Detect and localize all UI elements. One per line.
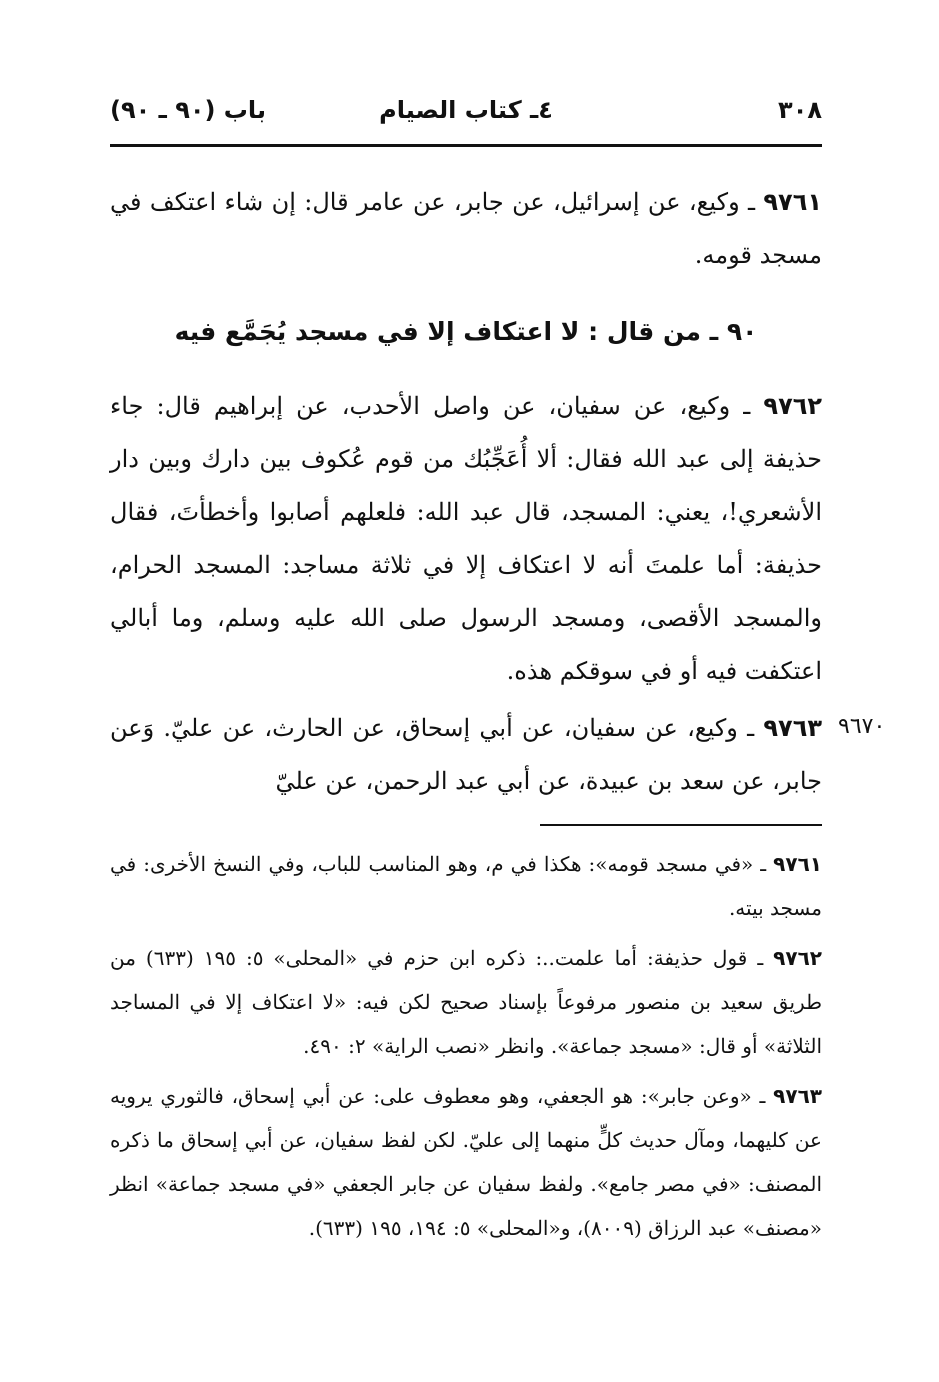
footnote-9761 <box>110 842 822 930</box>
footnote-text: ـ «وعن جابر»: هو الجعفي، وهو معطوف على: عن أبي إسحاق، فالثوري يرويه عن كليهما، ومآل حديث كلٍّ منهما إلى عليّ. لكن لفظ سفيان، عن أبي إسحاق ما ذكره المصنف: «في مصر جامع». ولفظ سفيان عن جابر الجعفي «في مسجد جماعة» انظر «مصنف» عبد الرزاق (٨٠٠٩)، و«المحلى» ٥: ١٩٤، ١٩٥ (٦٣٣). <box>110 1084 822 1240</box>
footnote-9763 <box>110 1074 822 1250</box>
hadith-9762 <box>110 380 822 698</box>
header-rule <box>110 144 822 147</box>
hadith-number: ٩٧٦٣ <box>763 714 822 742</box>
margin-cross-reference: ٩٦٧٠ <box>838 714 886 739</box>
hadith-number: ٩٧٦٢ <box>763 392 823 420</box>
hadith-9763 <box>110 702 822 808</box>
footnote-text: ـ «في مسجد قومه»: هكذا في م، وهو المناسب للباب، وفي النسخ الأخرى: في مسجد بيته. <box>110 852 822 920</box>
hadith-number: ٩٧٦١ <box>763 188 822 216</box>
footnote-text: ـ قول حذيفة: أما علمت..: ذكره ابن حزم في «المحلى» ٥: ١٩٥ (٦٣٣) من طريق سعيد بن منصور مرفوعاً بإسناد صحيح لكن فيه: «لا اعتكاف إلا في المساجد الثلاثة» أو قال: «مسجد جماعة». وانظر «نصب الراية» ٢: ٤٩٠. <box>110 946 822 1058</box>
chapter-heading: ٩٠ ـ من قال : لا اعتكاف إلا في مسجد يُجَمَّع فيه <box>174 317 758 346</box>
footnote-separator <box>540 824 822 826</box>
page-number: ٣٠٨ <box>778 96 822 124</box>
footnote-9762 <box>110 936 822 1068</box>
hadith-text: ـ وكيع، عن سفيان، عن واصل الأحدب، عن إبراهيم قال: جاء حذيفة إلى عبد الله فقال: ألا أُعَجِّبُك من قوم عُكوف بين دارك وبين دار الأشعري!، يعني: المسجد، قال عبد الله: فلعلهم أصابوا وأخطأتَ، فقال حذيفة: أما علمتَ أنه لا اعتكاف إلا في ثلاثة مساجد: المسجد الحرام، والمسجد الأقصى، ومسجد الرسول صلى الله عليه وسلم، وما أبالي اعتكفت فيه أو في سوقكم هذه. <box>110 392 822 685</box>
hadith-text: ـ وكيع، عن إسرائيل، عن جابر، عن عامر قال: إن شاء اعتكف في مسجد قومه. <box>110 188 822 269</box>
running-header <box>110 96 822 136</box>
book-title: ٤ـ كتاب الصيام <box>379 96 553 124</box>
hadith-text: ـ وكيع، عن سفيان، عن أبي إسحاق، عن الحارث، عن عليّ. وَعن جابر، عن سعد بن عبيدة، عن أبي عبد الرحمن، عن عليّ <box>110 714 822 795</box>
footnote-number: ٩٧٦١ <box>773 852 822 876</box>
footnote-number: ٩٧٦٢ <box>773 946 822 970</box>
chapter-range: باب (٩٠ ـ ٩٠) <box>110 96 266 124</box>
footnote-number: ٩٧٦٣ <box>773 1084 822 1108</box>
hadith-9761 <box>110 176 822 282</box>
